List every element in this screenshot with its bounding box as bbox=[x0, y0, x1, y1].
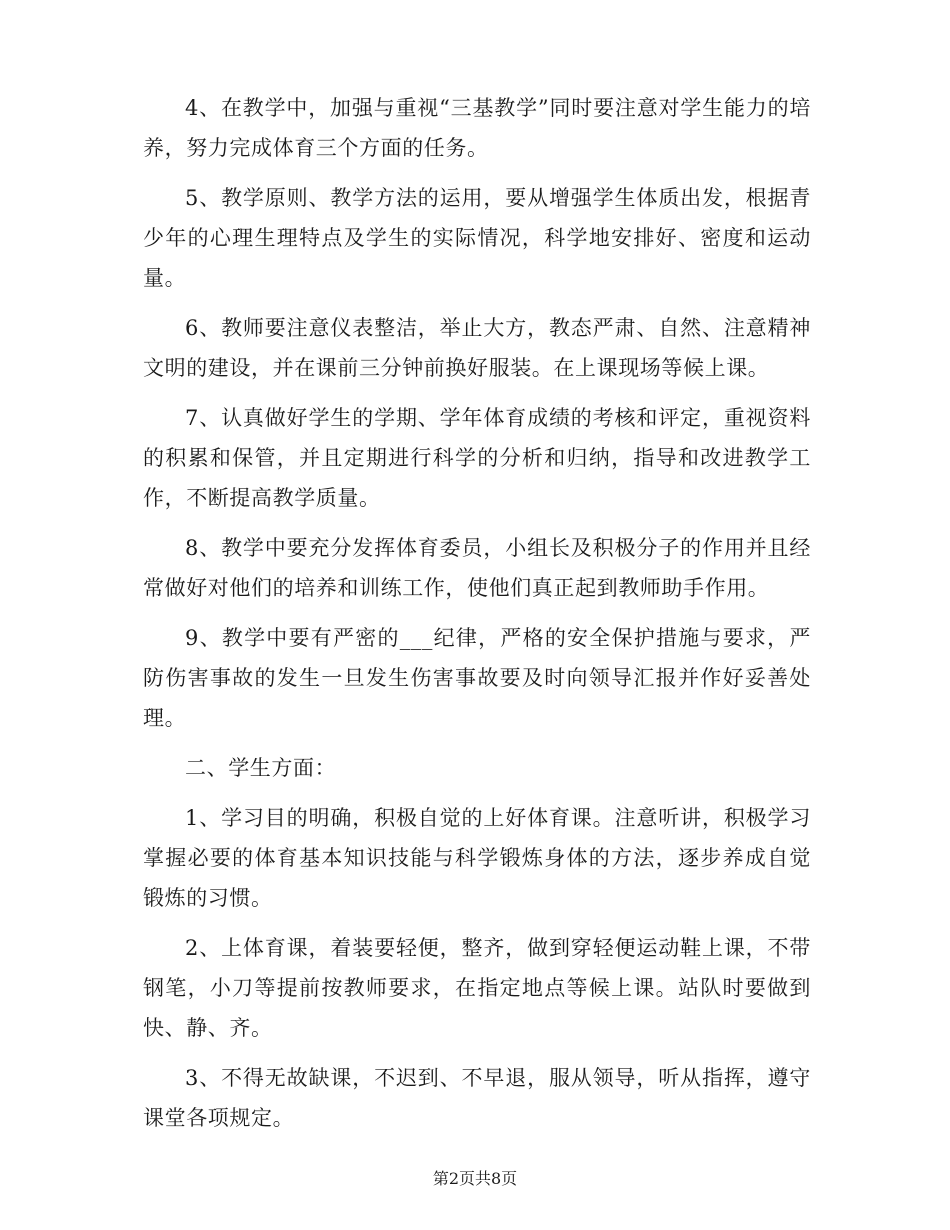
paragraph-rule-6: 6、教师要注意仪表整洁，举止大方，教态严肃、自然、注意精神文明的建设，并在课前三分钟前换好服装。在上课现场等候上课。 bbox=[143, 316, 811, 380]
paragraph-rule-4: 4、在教学中，加强与重视“三基教学”同时要注意对学生能力的培养，努力完成体育三个方面的任务。 bbox=[143, 96, 811, 160]
paragraph-rule-9: 9、教学中要有严密的___纪律，严格的安全保护措施与要求，严防伤害事故的发生一旦发生伤害事故要及时向领导汇报并作好妥善处理。 bbox=[143, 626, 811, 730]
paragraph-student-rule-3: 3、不得无故缺课，不迟到、不早退，服从领导，听从指挥，遵守课堂各项规定。 bbox=[143, 1066, 811, 1130]
paragraph-rule-5: 5、教学原则、教学方法的运用，要从增强学生体质出发，根据青少年的心理生理特点及学生的实际情况，科学地安排好、密度和运动量。 bbox=[143, 186, 811, 290]
paragraph-rule-7: 7、认真做好学生的学期、学年体育成绩的考核和评定，重视资料的积累和保管，并且定期进行科学的分析和归纳，指导和改进教学工作，不断提高教学质量。 bbox=[143, 406, 811, 510]
paragraph-rule-8: 8、教学中要充分发挥体育委员，小组长及积极分子的作用并且经常做好对他们的培养和训练工作，使他们真正起到教师助手作用。 bbox=[143, 536, 811, 600]
section-heading-students: 二、学生方面： bbox=[185, 756, 337, 780]
document-body bbox=[143, 88, 811, 1148]
paragraph-student-rule-2: 2、上体育课，着装要轻便，整齐，做到穿轻便运动鞋上课，不带钢笔，小刀等提前按教师要求，在指定地点等候上课。站队时要做到快、静、齐。 bbox=[143, 936, 811, 1040]
page-number-footer: 第2页共8页 bbox=[432, 1169, 518, 1188]
paragraph-student-rule-1: 1、学习目的明确，积极自觉的上好体育课。注意听讲，积极学习掌握必要的体育基本知识技能与科学锻炼身体的方法，逐步养成自觉锻炼的习惯。 bbox=[143, 806, 811, 910]
